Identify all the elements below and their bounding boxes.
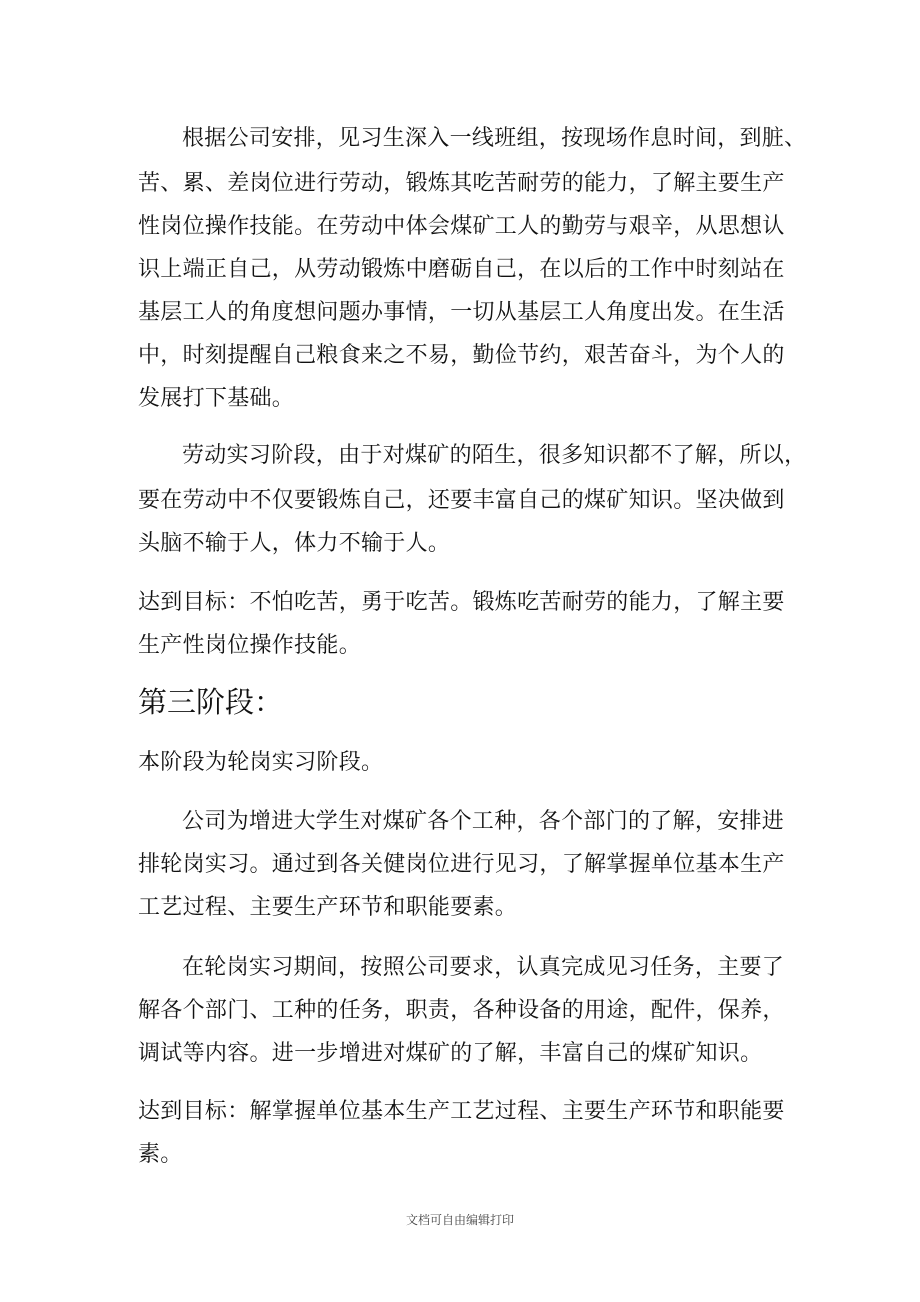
goal-1-line: 达到目标：不怕吃苦，勇于吃苦。锻炼吃苦耐劳的能力，了解主要	[138, 590, 785, 615]
goal-2-line: 素。	[138, 1142, 183, 1167]
goal-2-line: 达到目标：解掌握单位基本生产工艺过程、主要生产环节和职能要	[138, 1099, 785, 1124]
paragraph-1-line: 性岗位操作技能。在劳动中体会煤矿工人的勤劳与艰辛，从思想认	[138, 214, 785, 239]
paragraph-2-line: 劳动实习阶段，由于对煤矿的陌生，很多知识都不了解，所以，	[182, 443, 807, 468]
paragraph-4-line: 调试等内容。进一步增进对煤矿的了解，丰富自己的煤矿知识。	[138, 1041, 763, 1066]
paragraph-4-line: 解各个部门、工种的任务，职责，各种设备的用途，配件，保养，	[138, 998, 785, 1023]
paragraph-3-line: 排轮岗实习。通过到各关健岗位进行见习，了解掌握单位基本生产	[138, 852, 785, 877]
paragraph-2-line: 要在劳动中不仅要锻炼自己，还要丰富自己的煤矿知识。坚决做到	[138, 488, 785, 513]
paragraph-1-line: 识上端正自己，从劳动锻炼中磨砺自己，在以后的工作中时刻站在	[138, 257, 785, 282]
paragraph-1-line: 根据公司安排，见习生深入一线班组，按现场作息时间，到脏、	[182, 126, 807, 151]
paragraph-3-line: 工艺过程、主要生产环节和职能要素。	[138, 895, 518, 920]
paragraph-1-line: 基层工人的角度想问题办事情，一切从基层工人角度出发。在生活	[138, 300, 785, 325]
paragraph-1-line: 苦、累、差岗位进行劳动，锻炼其吃苦耐劳的能力，了解主要生产	[138, 171, 785, 196]
section-heading: 第三阶段：	[138, 685, 284, 719]
paragraph-2-line: 头脑不输于人，体力不输于人。	[138, 531, 451, 556]
page-footer: 文档可自由编辑打印	[405, 1213, 514, 1227]
paragraph-3-line: 公司为增进大学生对煤矿各个工种，各个部门的了解，安排进	[182, 809, 785, 834]
paragraph-1-line: 发展打下基础。	[138, 386, 295, 411]
paragraph-1-line: 中，时刻提醒自己粮食来之不易，勤俭节约，艰苦奋斗，为个人的	[138, 343, 785, 368]
paragraph-4-line: 在轮岗实习期间，按照公司要求，认真完成见习任务，主要了	[182, 955, 785, 980]
goal-1-line: 生产性岗位操作技能。	[138, 633, 362, 658]
section-intro: 本阶段为轮岗实习阶段。	[138, 750, 384, 775]
